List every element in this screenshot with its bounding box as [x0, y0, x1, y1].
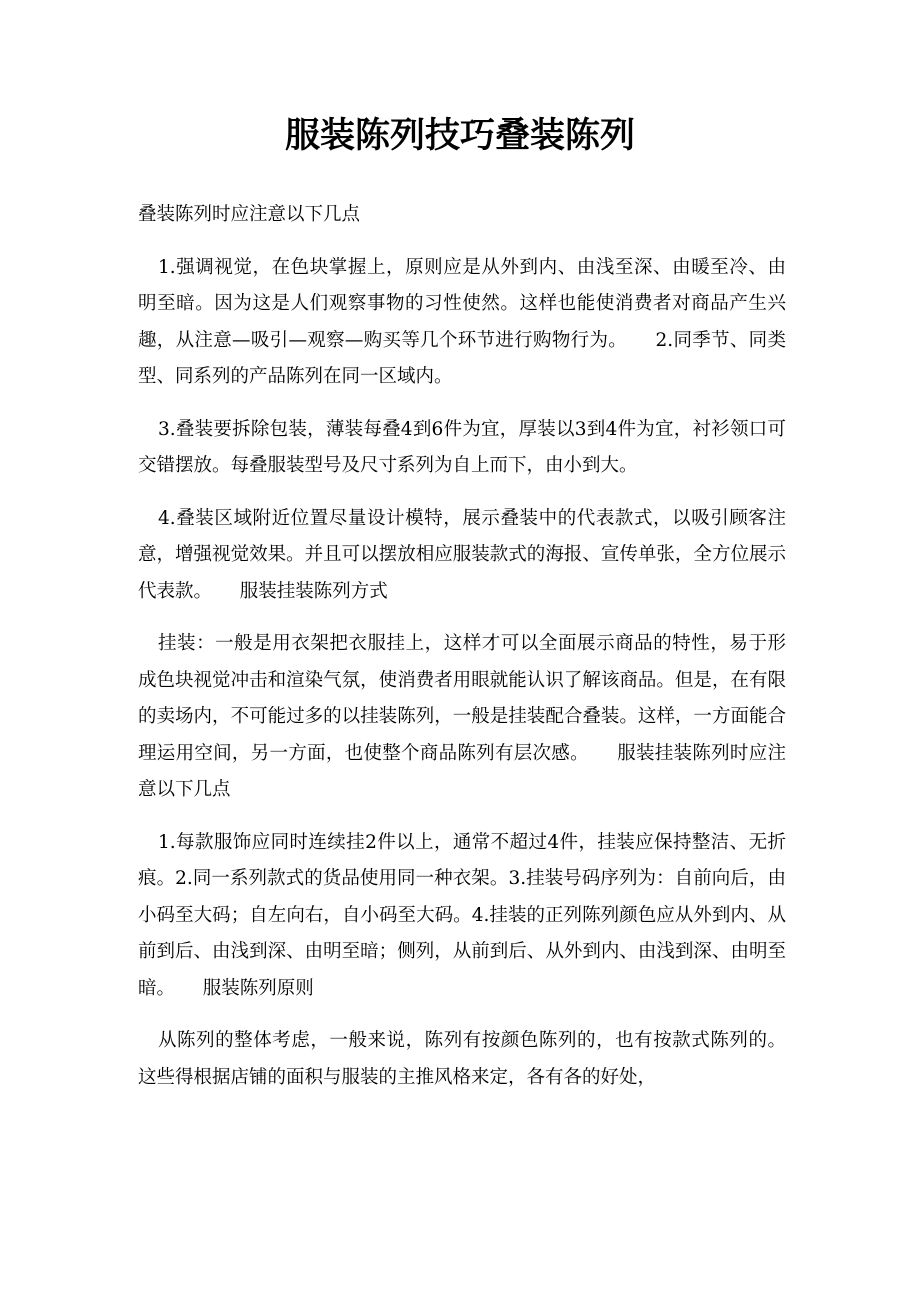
paragraph-hanging-points: 1.每款服饰应同时连续挂2件以上，通常不超过4件，挂装应保持整洁、无折痕。2.同一系列款式的货品使用同一种衣架。3.挂装号码序列为：自前向后，由小码至大码；自左向右，自小码至大码。4.挂装的正列陈列颜色应从外到内、从前到后、由浅到深、由明至暗；侧列，从前到后、从外到内、由浅到深、由明至暗。 服装陈列原则: [138, 831, 786, 999]
paragraph-folded-point-4: 4.叠装区域附近位置尽量设计模特，展示叠装中的代表款式，以吸引顾客注意，增强视觉效果。并且可以摆放相应服装款式的海报、宣传单张，全方位展示代表款。 服装挂装陈列方式: [138, 507, 786, 602]
paragraph-intro: 叠装陈列时应注意以下几点: [138, 204, 361, 225]
paragraph-folded-point-3: 3.叠装要拆除包装，薄装每叠4到6件为宜，厚装以3到4件为宜，衬衫领口可交错摆放。每叠服装型号及尺寸系列为自上而下，由小到大。: [138, 418, 786, 476]
paragraph-display-principle: 从陈列的整体考虑，一般来说，陈列有按颜色陈列的，也有按款式陈列的。这些得根据店铺的面积与服装的主推风格来定，各有各的好处，: [138, 1030, 786, 1088]
document-body: [138, 197, 786, 1112]
document-title: 服装陈列技巧叠装陈列: [284, 115, 635, 156]
paragraph-hanging-intro: 挂装：一般是用衣架把衣服挂上，这样才可以全面展示商品的特性，易于形成色块视觉冲击和渲染气氛，使消费者用眼就能认识了解该商品。但是，在有限的卖场内，不可能过多的以挂装陈列，一般是挂装配合叠装。这样，一方面能合理运用空间，另一方面，也使整个商品陈列有层次感。 服装挂装陈列时应注意以下几点: [138, 633, 786, 800]
paragraph-folded-points-1-2: 1.强调视觉，在色块掌握上，原则应是从外到内、由浅至深、由暖至冷、由明至暗。因为这是人们观察事物的习性使然。这样也能使消费者对商品产生兴趣，从注意—吸引—观察—购买等几个环节进行购物行为。 2.同季节、同类型、同系列的产品陈列在同一区域内。: [138, 256, 786, 387]
